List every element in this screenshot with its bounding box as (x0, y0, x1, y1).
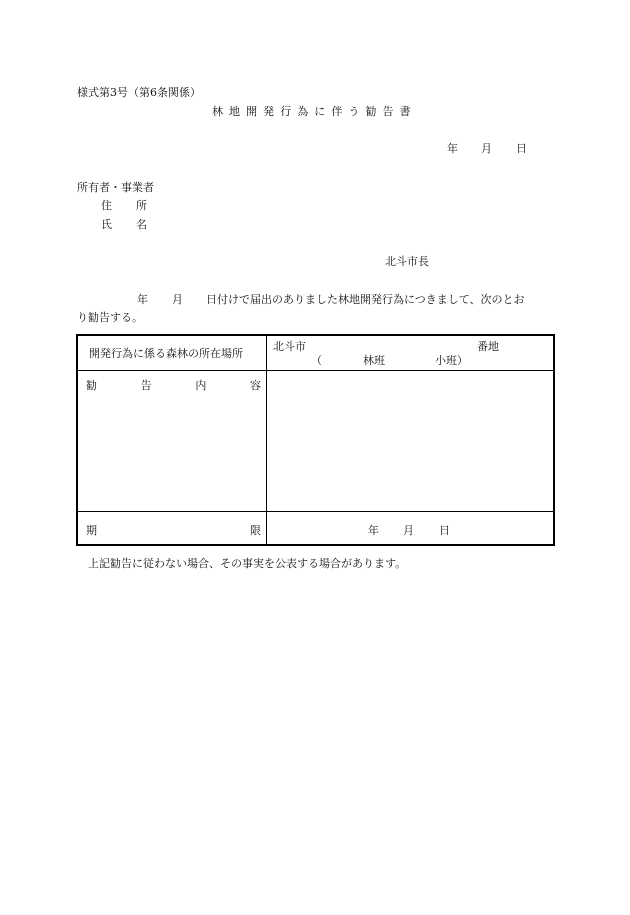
document-title: 林地開発行為に伴う勧告書 (212, 105, 417, 118)
table-row-divider-1 (78, 370, 553, 371)
advice-label-char-3: 内 (195, 379, 207, 392)
advice-label-char-2: 告 (140, 379, 152, 392)
deadline-day: 日 (439, 524, 450, 537)
date-day: 日 (516, 142, 527, 155)
table-column-divider (266, 336, 267, 544)
advice-label-char-4: 容 (249, 379, 261, 392)
location-shohan: 小班） (435, 354, 468, 367)
body-year: 年 (137, 293, 148, 306)
location-city: 北斗市 (273, 340, 306, 353)
body-line2: り勧告する。 (77, 311, 143, 324)
date-month: 月 (481, 142, 492, 155)
name-label (101, 219, 147, 230)
deadline-label-char-2: 限 (250, 524, 261, 537)
deadline-year: 年 (368, 524, 379, 537)
deadline-label (86, 525, 261, 536)
date-year: 年 (447, 142, 458, 155)
advice-table (76, 334, 555, 546)
location-paren-open: （ (311, 354, 322, 367)
deadline-label-char-1: 期 (86, 524, 97, 537)
location-label: 開発行為に係る森林の所在場所 (89, 347, 243, 360)
recipient-heading: 所有者・事業者 (77, 181, 154, 194)
form-number: 様式第3号（第6条関係） (77, 86, 201, 99)
address-label-char-2: 所 (136, 199, 147, 212)
deadline-month: 月 (403, 524, 414, 537)
name-label-char-2: 名 (136, 218, 147, 231)
advice-content-label (86, 380, 261, 391)
footer-note: 上記勧告に従わない場合、その事実を公表する場合があります。 (88, 557, 407, 570)
advice-label-char-1: 勧 (86, 379, 97, 392)
table-row-divider-2 (78, 511, 553, 512)
body-line1: 日付けで届出のありました林地開発行為につきまして、次のとお (206, 293, 525, 306)
name-label-char-1: 氏 (101, 218, 112, 231)
location-rinpan: 林班 (363, 354, 385, 367)
advice-content-field[interactable] (268, 372, 553, 510)
address-label-char-1: 住 (101, 199, 112, 212)
issuer: 北斗市長 (385, 255, 429, 268)
address-label (101, 200, 147, 211)
body-month: 月 (172, 293, 183, 306)
location-banchi: 番地 (477, 340, 499, 353)
